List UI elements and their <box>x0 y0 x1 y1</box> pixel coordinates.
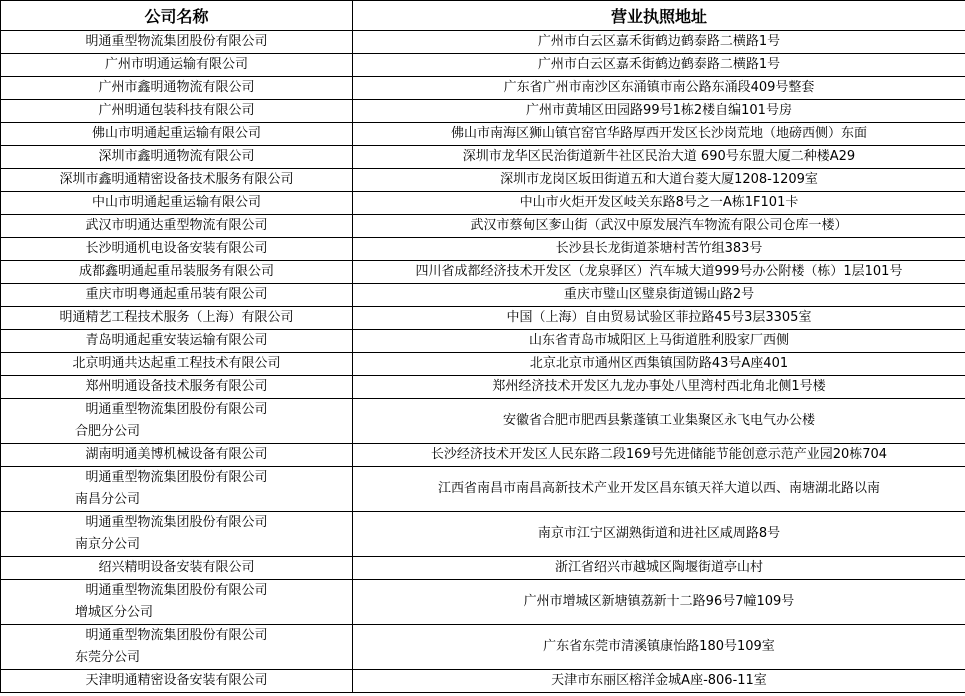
company-name-cell <box>1 261 353 284</box>
table-row <box>1 100 965 123</box>
business-address-cell: 长沙经济技术开发区人民东路二段169号先进储能节能创意示范产业园20栋704 <box>353 444 965 467</box>
company-name-cell <box>1 31 353 54</box>
company-name: 广州明通包装科技有限公司 <box>98 103 255 118</box>
table-row <box>1 54 965 77</box>
company-name: 重庆市明粤通起重吊装有限公司 <box>85 287 268 302</box>
company-name: 明通重型物流集团股份有限公司 <box>85 515 268 530</box>
company-name: 青岛明通起重安装运输有限公司 <box>85 333 268 348</box>
business-address-cell: 北京北京市通州区西集镇国防路43号A座401 <box>353 353 965 376</box>
table-row <box>1 353 965 376</box>
table-row <box>1 215 965 238</box>
company-name: 明通重型物流集团股份有限公司 <box>85 583 268 598</box>
table-row <box>1 467 965 512</box>
company-name: 长沙明通机电设备安装有限公司 <box>85 241 268 256</box>
table-row <box>1 261 965 284</box>
business-address-cell: 四川省成都经济技术开发区（龙泉驿区）汽车城大道999号办公附楼（栋）1层101号 <box>353 261 965 284</box>
company-name-cell <box>1 54 353 77</box>
business-address-cell: 南京市江宁区湖熟街道和进社区咸周路8号 <box>353 512 965 557</box>
company-name-cell <box>1 399 353 444</box>
company-name-cell <box>1 330 353 353</box>
company-name-cell <box>1 238 353 261</box>
business-address-cell: 深圳市龙岗区坂田街道五和大道台菱大厦1208-1209室 <box>353 169 965 192</box>
company-name: 武汉市明通达重型物流有限公司 <box>85 218 268 233</box>
business-address-cell: 广东省东莞市清溪镇康怡路180号109室 <box>353 625 965 670</box>
business-address-cell: 中国（上海）自由贸易试验区菲拉路45号3层3305室 <box>353 307 965 330</box>
business-address-cell: 广州市白云区嘉禾街鹤边鹤泰路二横路1号 <box>353 31 965 54</box>
company-name-cell <box>1 670 353 693</box>
company-name: 天津明通精密设备安装有限公司 <box>85 673 268 688</box>
company-name: 深圳市鑫明通精密设备技术服务有限公司 <box>59 172 294 187</box>
table-row <box>1 330 965 353</box>
header-business-address: 营业执照地址 <box>353 1 965 31</box>
company-name-cell <box>1 376 353 399</box>
business-address-cell: 天津市东丽区榕洋金城A座-806-11室 <box>353 670 965 693</box>
table-row <box>1 284 965 307</box>
table-row <box>1 146 965 169</box>
company-name: 成都鑫明通起重吊装服务有限公司 <box>78 264 274 279</box>
business-address-cell: 重庆市璧山区璧泉街道锡山路2号 <box>353 284 965 307</box>
business-address-cell: 江西省南昌市南昌高新技术产业开发区昌东镇天祥大道以西、南塘湖北路以南 <box>353 467 965 512</box>
business-address-cell: 广州市黄埔区田园路99号1栋2楼自编101号房 <box>353 100 965 123</box>
company-name: 明通重型物流集团股份有限公司 <box>85 628 268 643</box>
company-name: 明通重型物流集团股份有限公司 <box>85 34 268 49</box>
company-name-cell <box>1 215 353 238</box>
table-row <box>1 376 965 399</box>
company-name-cell <box>1 192 353 215</box>
company-name-cell <box>1 625 353 670</box>
company-branch-name: 南昌分公司 <box>75 492 141 507</box>
company-name: 北京明通共达起重工程技术有限公司 <box>72 356 281 371</box>
company-name-cell <box>1 100 353 123</box>
table-row <box>1 399 965 444</box>
company-name: 明通重型物流集团股份有限公司 <box>85 470 268 485</box>
table-row <box>1 512 965 557</box>
business-address-cell: 广州市增城区新塘镇荔新十二路96号7幢109号 <box>353 580 965 625</box>
header-row <box>1 1 965 31</box>
company-name-cell <box>1 146 353 169</box>
company-name-cell <box>1 77 353 100</box>
business-address-cell: 中山市火炬开发区岐关东路8号之一A栋1F101卡 <box>353 192 965 215</box>
company-name-cell <box>1 557 353 580</box>
company-branch-name: 合肥分公司 <box>75 424 141 439</box>
table-row <box>1 238 965 261</box>
company-name-cell <box>1 467 353 512</box>
table-row <box>1 580 965 625</box>
company-name-cell <box>1 169 353 192</box>
header-company-name: 公司名称 <box>1 1 353 31</box>
company-name: 深圳市鑫明通物流有限公司 <box>98 149 255 164</box>
table-row <box>1 192 965 215</box>
business-address-cell: 广州市白云区嘉禾街鹤边鹤泰路二横路1号 <box>353 54 965 77</box>
business-address-cell: 广东省广州市南沙区东涌镇市南公路东涌段409号整套 <box>353 77 965 100</box>
business-address-cell: 浙江省绍兴市越城区陶堰街道亭山村 <box>353 557 965 580</box>
company-branch-name: 东莞分公司 <box>75 650 141 665</box>
table-body <box>1 31 965 693</box>
table-row <box>1 77 965 100</box>
company-name-cell <box>1 353 353 376</box>
company-name-cell <box>1 512 353 557</box>
company-name: 明通重型物流集团股份有限公司 <box>85 402 268 417</box>
company-name: 明通精艺工程技术服务（上海）有限公司 <box>59 310 294 325</box>
company-name-cell <box>1 580 353 625</box>
company-name: 中山市明通起重运输有限公司 <box>91 195 261 210</box>
company-name: 广州市明通运输有限公司 <box>104 57 248 72</box>
table-row <box>1 31 965 54</box>
table-row <box>1 557 965 580</box>
company-name-cell <box>1 307 353 330</box>
company-branch-name: 南京分公司 <box>75 537 141 552</box>
business-address-cell: 佛山市南海区狮山镇官窑官华路厚西开发区长沙岗荒地（地磅西侧）东面 <box>353 123 965 146</box>
table-row <box>1 123 965 146</box>
company-name: 佛山市明通起重运输有限公司 <box>91 126 261 141</box>
business-address-cell: 安徽省合肥市肥西县紫蓬镇工业集聚区永飞电气办公楼 <box>353 399 965 444</box>
table-row <box>1 444 965 467</box>
company-name-cell <box>1 284 353 307</box>
company-name-cell <box>1 444 353 467</box>
table-row <box>1 307 965 330</box>
company-name-cell <box>1 123 353 146</box>
company-name: 绍兴精明设备安装有限公司 <box>98 560 255 575</box>
table-row <box>1 169 965 192</box>
company-name: 湖南明通美博机械设备有限公司 <box>85 447 268 462</box>
company-name: 郑州明通设备技术服务有限公司 <box>85 379 268 394</box>
business-address-cell: 郑州经济技术开发区九龙办事处八里湾村西北角北侧1号楼 <box>353 376 965 399</box>
table-row <box>1 670 965 693</box>
business-address-cell: 深圳市龙华区民治街道新牛社区民治大道 690号东盟大厦二种楼A29 <box>353 146 965 169</box>
business-address-cell: 长沙县长龙街道茶塘村苦竹组383号 <box>353 238 965 261</box>
company-name: 广州市鑫明通物流有限公司 <box>98 80 255 95</box>
table-row <box>1 625 965 670</box>
business-address-cell: 山东省青岛市城阳区上马街道胜利股家厂西侧 <box>353 330 965 353</box>
company-branch-name: 增城区分公司 <box>75 605 154 620</box>
business-address-cell: 武汉市蔡甸区奓山街（武汉中原发展汽车物流有限公司仓库一楼） <box>353 215 965 238</box>
